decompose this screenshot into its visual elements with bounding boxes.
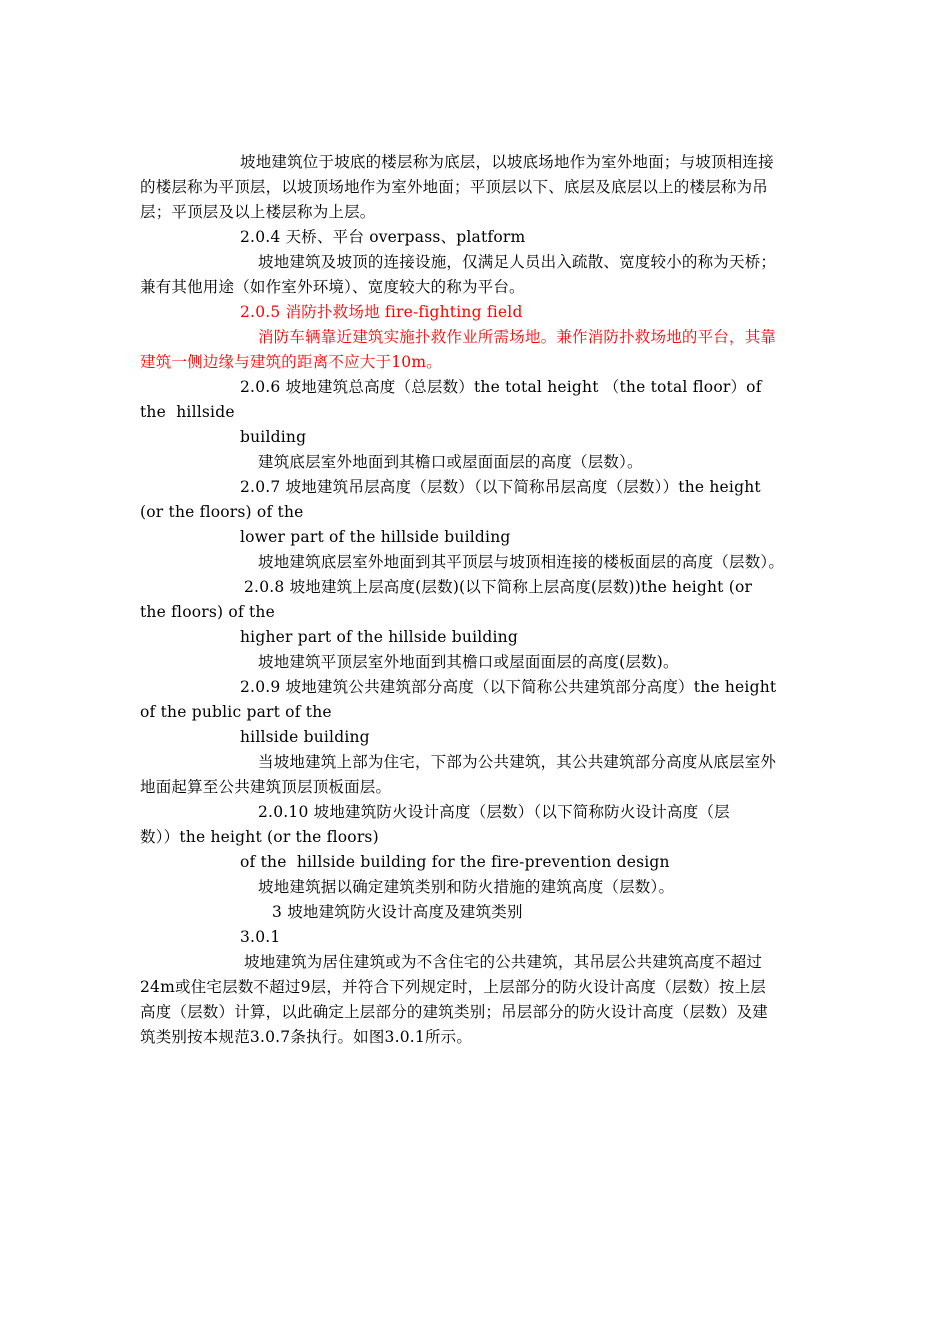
paragraph-line: 建筑底层室外地面到其檐口或屋面面层的高度（层数）。 [258,453,643,471]
paragraph-line: 筑类别按本规范3.0.7条执行。如图3.0.1所示。 [140,1028,473,1046]
section-heading-3-0-1: 3.0.1 [240,928,281,946]
section-heading-2-0-6: 2.0.6 坡地建筑总高度（总层数）the total height （the total floor）of [240,378,762,396]
paragraph-line: higher part of the hillside building [240,628,518,646]
paragraph-line: 当坡地建筑上部为住宅，下部为公共建筑，其公共建筑部分高度从底层室外 [258,753,777,771]
section-heading-2-0-9: 2.0.9 坡地建筑公共建筑部分高度（以下简称公共建筑部分高度）the height [240,678,777,696]
paragraph-line: hillside building [240,728,370,746]
paragraph-line: lower part of the hillside building [240,528,511,546]
paragraph-line: 24m或住宅层数不超过9层，并符合下列规定时，上层部分的防火设计高度（层数）按上层 [140,978,766,996]
paragraph-line: 兼有其他用途（如作室外环境）、宽度较大的称为平台。 [140,278,525,296]
paragraph-line: 坡地建筑底层室外地面到其平顶层与坡顶相连接的楼板面层的高度（层数）。 [258,553,785,571]
paragraph-line: of the public part of the [140,703,332,721]
paragraph-line: 高度（层数）计算，以此确定上层部分的建筑类别；吊层部分的防火设计高度（层数）及建 [140,1003,769,1021]
paragraph-line: the floors) of the [140,603,275,621]
paragraph-line: (or the floors) of the [140,503,304,521]
section-heading-2-0-8: 2.0.8 坡地建筑上层高度(层数)(以下简称上层高度(层数))the height (or [244,578,753,596]
paragraph-line: 坡地建筑为居住建筑或为不含住宅的公共建筑，其吊层公共建筑高度不超过 [244,953,763,971]
paragraph-line: 数））the height (or the floors) [140,828,379,846]
paragraph-line: 坡地建筑及坡顶的连接设施，仅满足人员出入疏散、宽度较小的称为天桥； [258,253,777,271]
paragraph-line: 坡地建筑位于坡底的楼层称为底层，以坡底场地作为室外地面；与坡顶相连接 [240,153,774,171]
paragraph-line: 层；平顶层及以上楼层称为上层。 [140,203,376,221]
paragraph-line: 坡地建筑平顶层室外地面到其檐口或屋面面层的高度(层数)。 [258,653,679,671]
chapter-heading-3: 3 坡地建筑防火设计高度及建筑类别 [272,903,523,921]
paragraph-line-highlighted: 消防车辆靠近建筑实施扑救作业所需场地。兼作消防扑救场地的平台，其靠 [258,328,777,346]
paragraph-line: of the hillside building for the fire-prevention design [240,853,670,871]
paragraph-line: the hillside [140,403,235,421]
section-heading-2-0-10: 2.0.10 坡地建筑防火设计高度（层数）（以下简称防火设计高度（层 [258,803,730,821]
paragraph-line: building [240,428,307,446]
section-heading-2-0-7: 2.0.7 坡地建筑吊层高度（层数）（以下简称吊层高度（层数））the height [240,478,761,496]
paragraph-line: 地面起算至公共建筑顶层顶板面层。 [140,778,392,796]
paragraph-line: 坡地建筑据以确定建筑类别和防火措施的建筑高度（层数）。 [258,878,675,896]
paragraph-line-highlighted: 建筑一侧边缘与建筑的距离不应大于10m。 [140,353,442,371]
section-heading-2-0-5: 2.0.5 消防扑救场地 fire-fighting field [240,303,523,321]
section-heading-2-0-4: 2.0.4 天桥、平台 overpass、platform [240,228,526,246]
paragraph-line: 的楼层称为平顶层，以坡顶场地作为室外地面；平顶层以下、底层及底层以上的楼层称为吊 [140,178,769,196]
